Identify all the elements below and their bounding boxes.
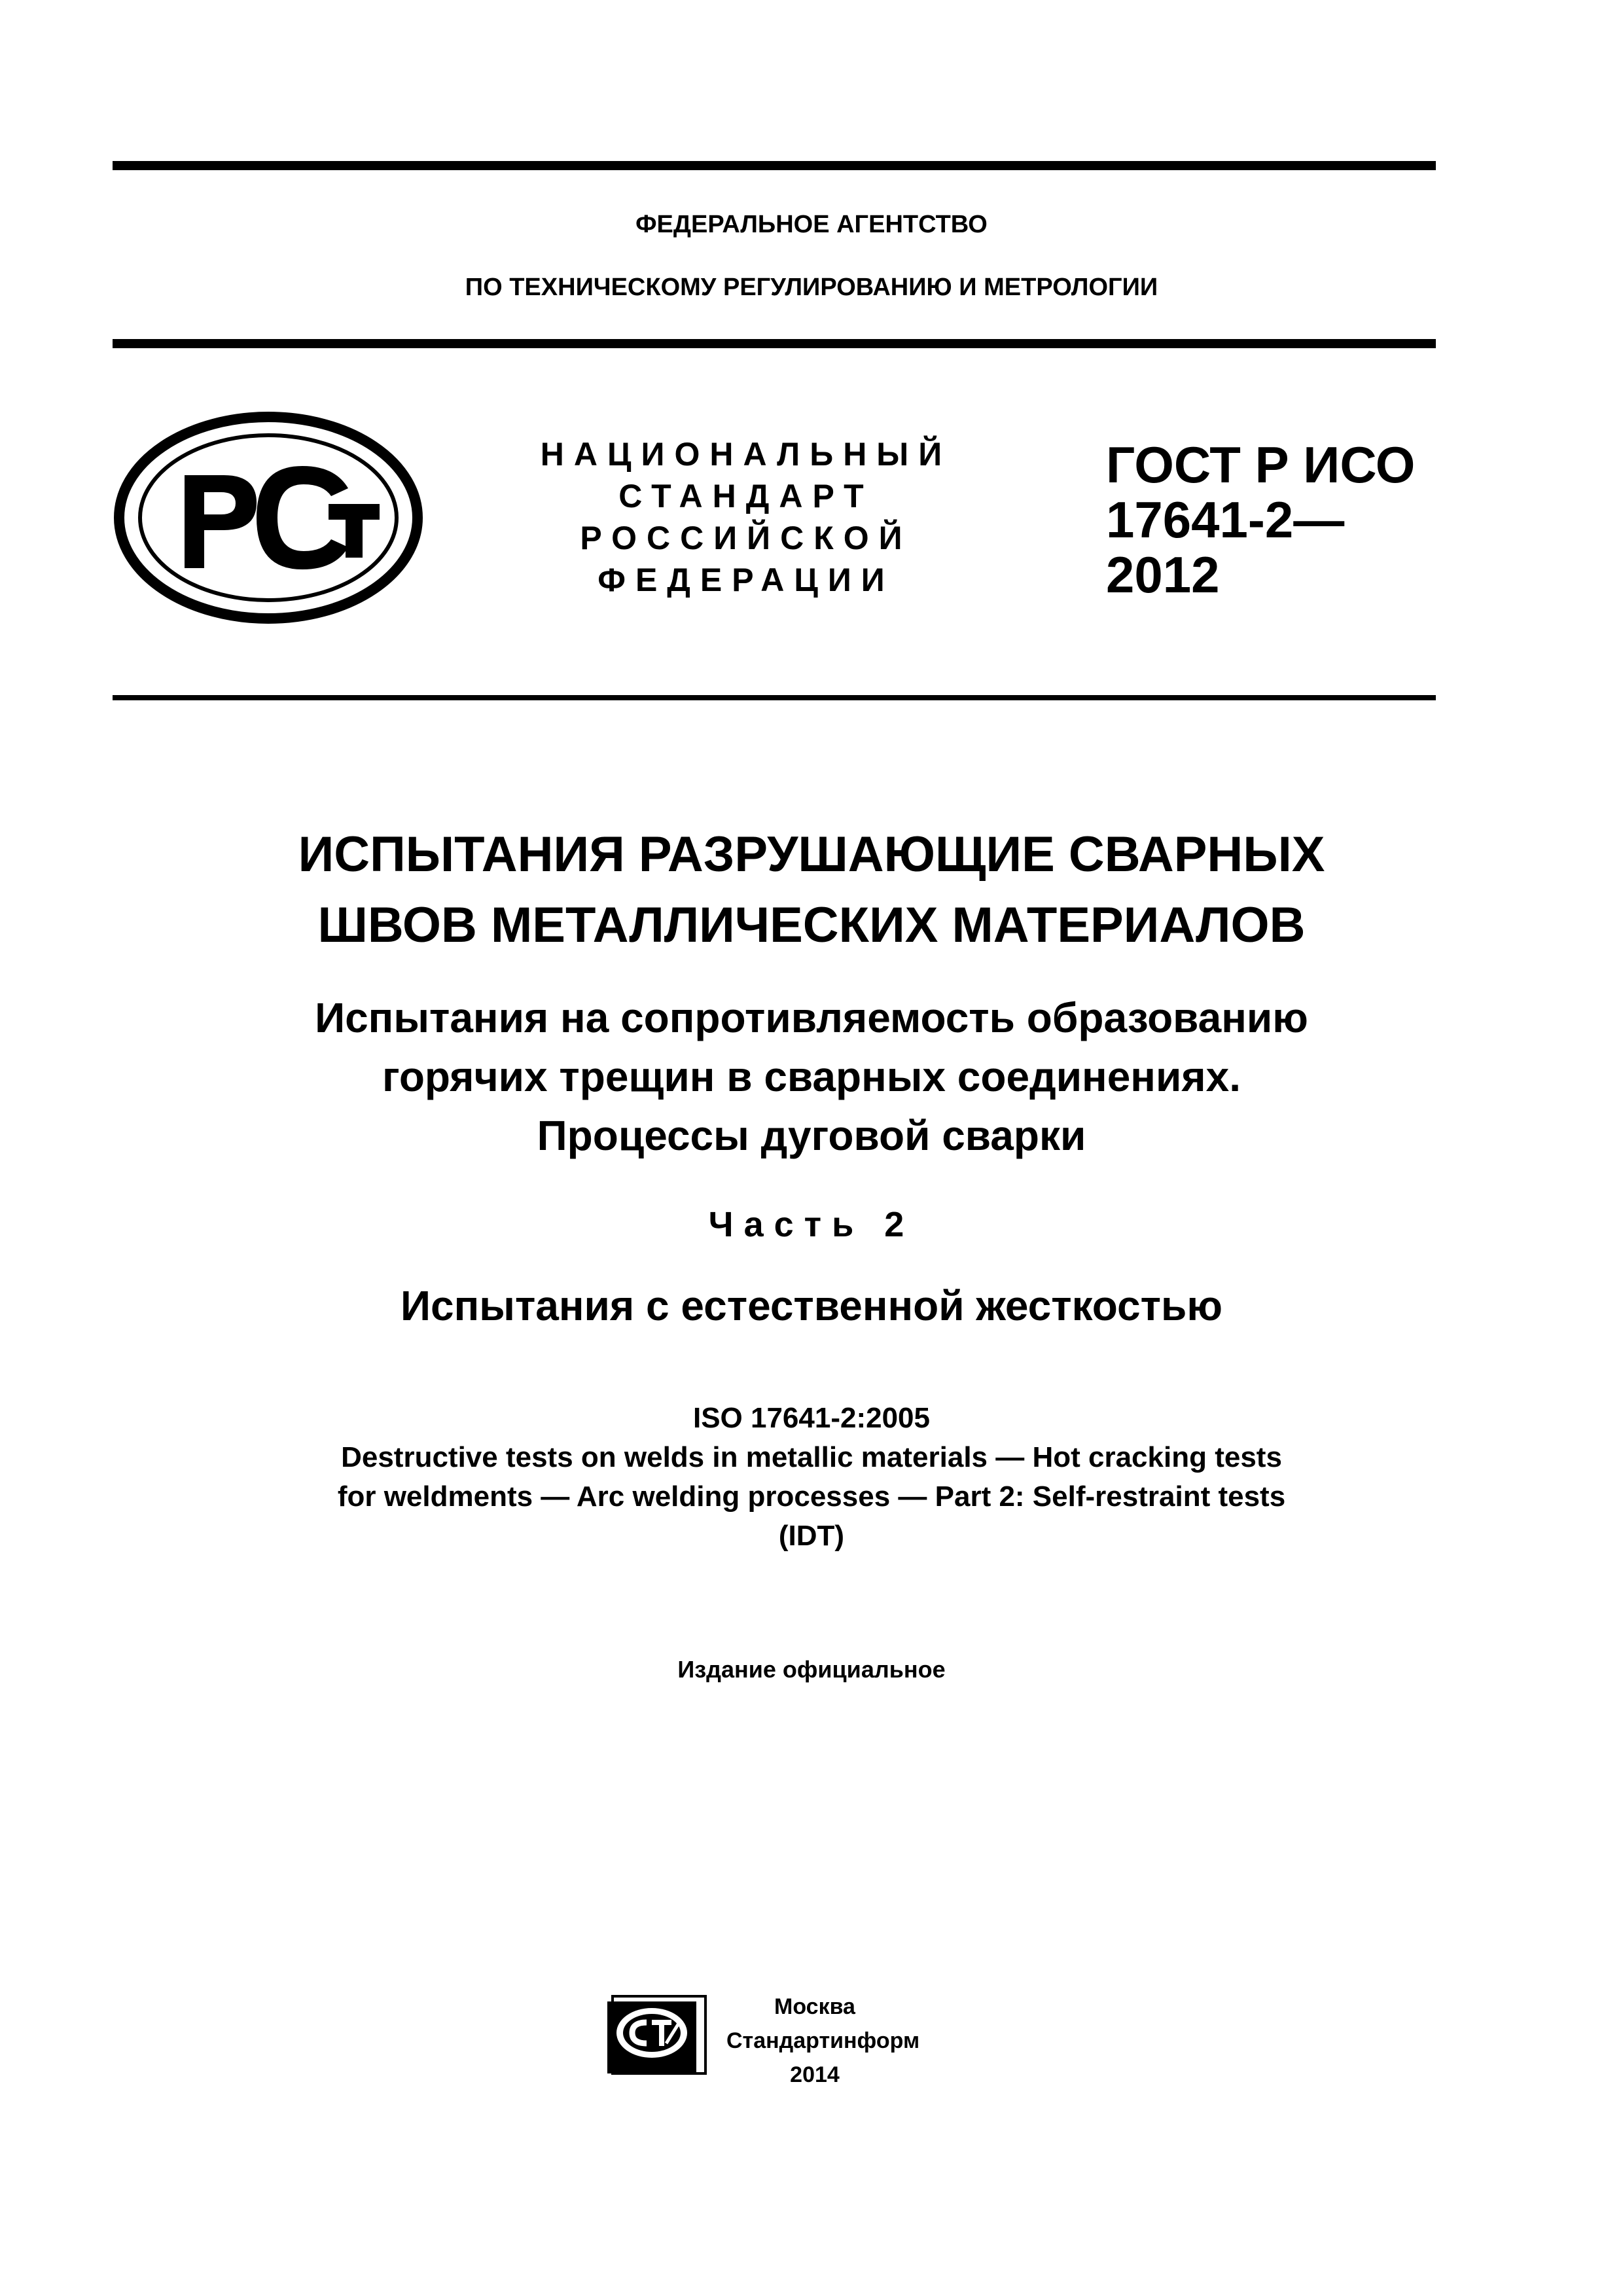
iso-equivalence: (IDT) — [778, 1520, 845, 1552]
iso-designation: ISO 17641-2:2005 — [692, 1402, 931, 1434]
title-line-1: ИСПЫТАНИЯ РАЗРУШАЮЩИЕ СВАРНЫХ — [298, 827, 1325, 882]
header-bottom-rule — [113, 339, 1436, 348]
agency-line-1: ФЕДЕРАЛЬНОЕ АГЕНТСТВО — [635, 211, 988, 238]
title-line-2: ШВОВ МЕТАЛЛИЧЕСКИХ МАТЕРИАЛОВ — [317, 897, 1306, 953]
subtitle-line-1: Испытания на сопротивляемость образованию — [315, 994, 1308, 1041]
national-standard-line-4: ФЕДЕРАЦИИ — [597, 562, 895, 598]
agency-line-2: ПО ТЕХНИЧЕСКОМУ РЕГУЛИРОВАНИЮ И МЕТРОЛОГИИ — [465, 274, 1158, 301]
part-label: Часть 2 — [708, 1205, 915, 1244]
designation-line-1: ГОСТ Р ИСО — [1106, 436, 1416, 493]
national-standard-label — [517, 433, 975, 601]
national-standard-line-2: СТАНДАРТ — [618, 478, 874, 514]
publisher-block — [726, 1990, 920, 2092]
title-block-rule — [113, 695, 1436, 700]
standartinform-logo-icon — [606, 1994, 708, 2076]
top-rule — [113, 161, 1436, 170]
part-title: Испытания с естественной жесткостью — [401, 1282, 1222, 1329]
subtitle-line-2: горячих трещин в сварных соединениях. — [382, 1053, 1241, 1100]
publisher-city: Москва — [774, 1994, 855, 2019]
designation-line-3: 2012 — [1106, 546, 1220, 603]
standard-designation — [1106, 437, 1415, 602]
iso-title-line-2: for weldments — Arc welding processes — Part 2: Self-restraint tests — [337, 1480, 1286, 1513]
iso-title-line-1: Destructive tests on welds in metallic materials — Hot cracking tests — [341, 1441, 1282, 1473]
rst-logo-icon — [113, 411, 424, 624]
subtitle-line-3: Процессы дуговой сварки — [537, 1112, 1086, 1159]
publisher-name: Стандартинформ — [726, 2028, 920, 2053]
publication-year: 2014 — [790, 2062, 840, 2087]
edition-note: Издание официальное — [677, 1656, 946, 1683]
designation-line-2: 17641-2— — [1106, 491, 1345, 548]
national-standard-line-3: РОССИЙСКОЙ — [580, 520, 912, 556]
national-standard-line-1: НАЦИОНАЛЬНЫЙ — [540, 436, 952, 473]
